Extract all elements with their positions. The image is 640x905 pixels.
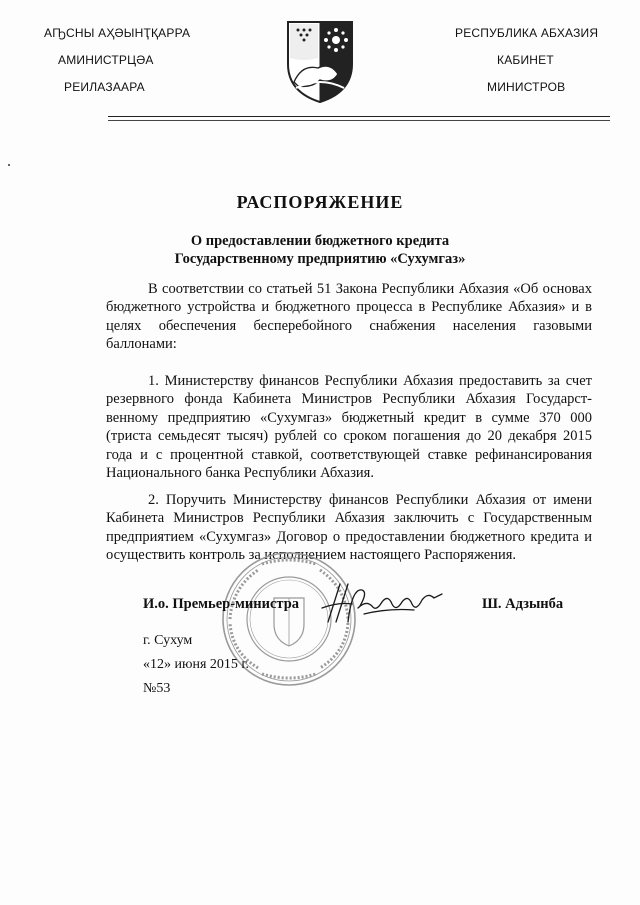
signatory-role: И.о. Премьер-министра: [143, 596, 300, 612]
issue-place: г. Сухум: [143, 633, 193, 648]
header-left-line-3: РЕИЛАЗААРА: [64, 80, 145, 94]
coat-of-arms-icon: [284, 18, 356, 104]
header-right-line-3: МИНИСТРОВ: [487, 80, 566, 94]
scan-speck: [8, 164, 10, 166]
header-right-block: [455, 26, 615, 107]
header-left-line-2: АМИНИСТРЦӘА: [58, 53, 154, 67]
clause-2-paragraph: 2. Поручить Министерству финансов Республики Абхазия от имени Кабинета Министров Республики Абхазия заключить с Государственным предприятием «Сухумгаз» Договор о предоставлении бюджетного кредита и осуществить контроль за исполнением настоящего Распоряжения.: [106, 492, 592, 564]
signatory-name: Ш. Адзынба: [482, 596, 564, 612]
document-subject: [160, 232, 480, 268]
subject-line-1: О предоставлении бюджетного кредита: [190, 233, 450, 249]
issue-date: «12» июня 2015 г.: [143, 657, 250, 672]
header-divider-thick: [108, 116, 610, 117]
clause-1-paragraph: 1. Министерству финансов Республики Абхазия предоставить за счет резервного фонда Кабинета Министров Республики Абхазия Государст-венному предприятию «Сухумгаз» бюджетный кредит в сумме 370 000 (триста семьдесят тысяч) рублей со сроком погашения до 20 декабря 2015 года и с процентной ставкой, соответствующей ставке рефинансирования Национального банка Республики Абхазия.: [106, 373, 592, 482]
document-title: РАСПОРЯЖЕНИЕ: [236, 192, 404, 212]
handwritten-signature-icon: [318, 578, 444, 628]
header-right-line-2: КАБИНЕТ: [497, 53, 554, 67]
preamble-paragraph: В соответствии со статьей 51 Закона Республики Абхазия «Об основах бюджетного устройства и бюджетного процесса в Республике Абхазия» и в целях обеспечения бесперебойного снабжения населения газовыми баллонами:: [106, 281, 592, 353]
header-left-block: [44, 26, 204, 107]
subject-line-2: Государственному предприятию «Сухумгаз»: [174, 251, 466, 267]
document-number: №53: [143, 681, 171, 696]
header-divider-thin: [108, 120, 610, 121]
header-right-line-1: РЕСПУБЛИКА АБХАЗИЯ: [455, 26, 599, 40]
header-left-line-1: АҦСНЫ АҲӘЫНҬҚАРРА: [44, 26, 191, 40]
